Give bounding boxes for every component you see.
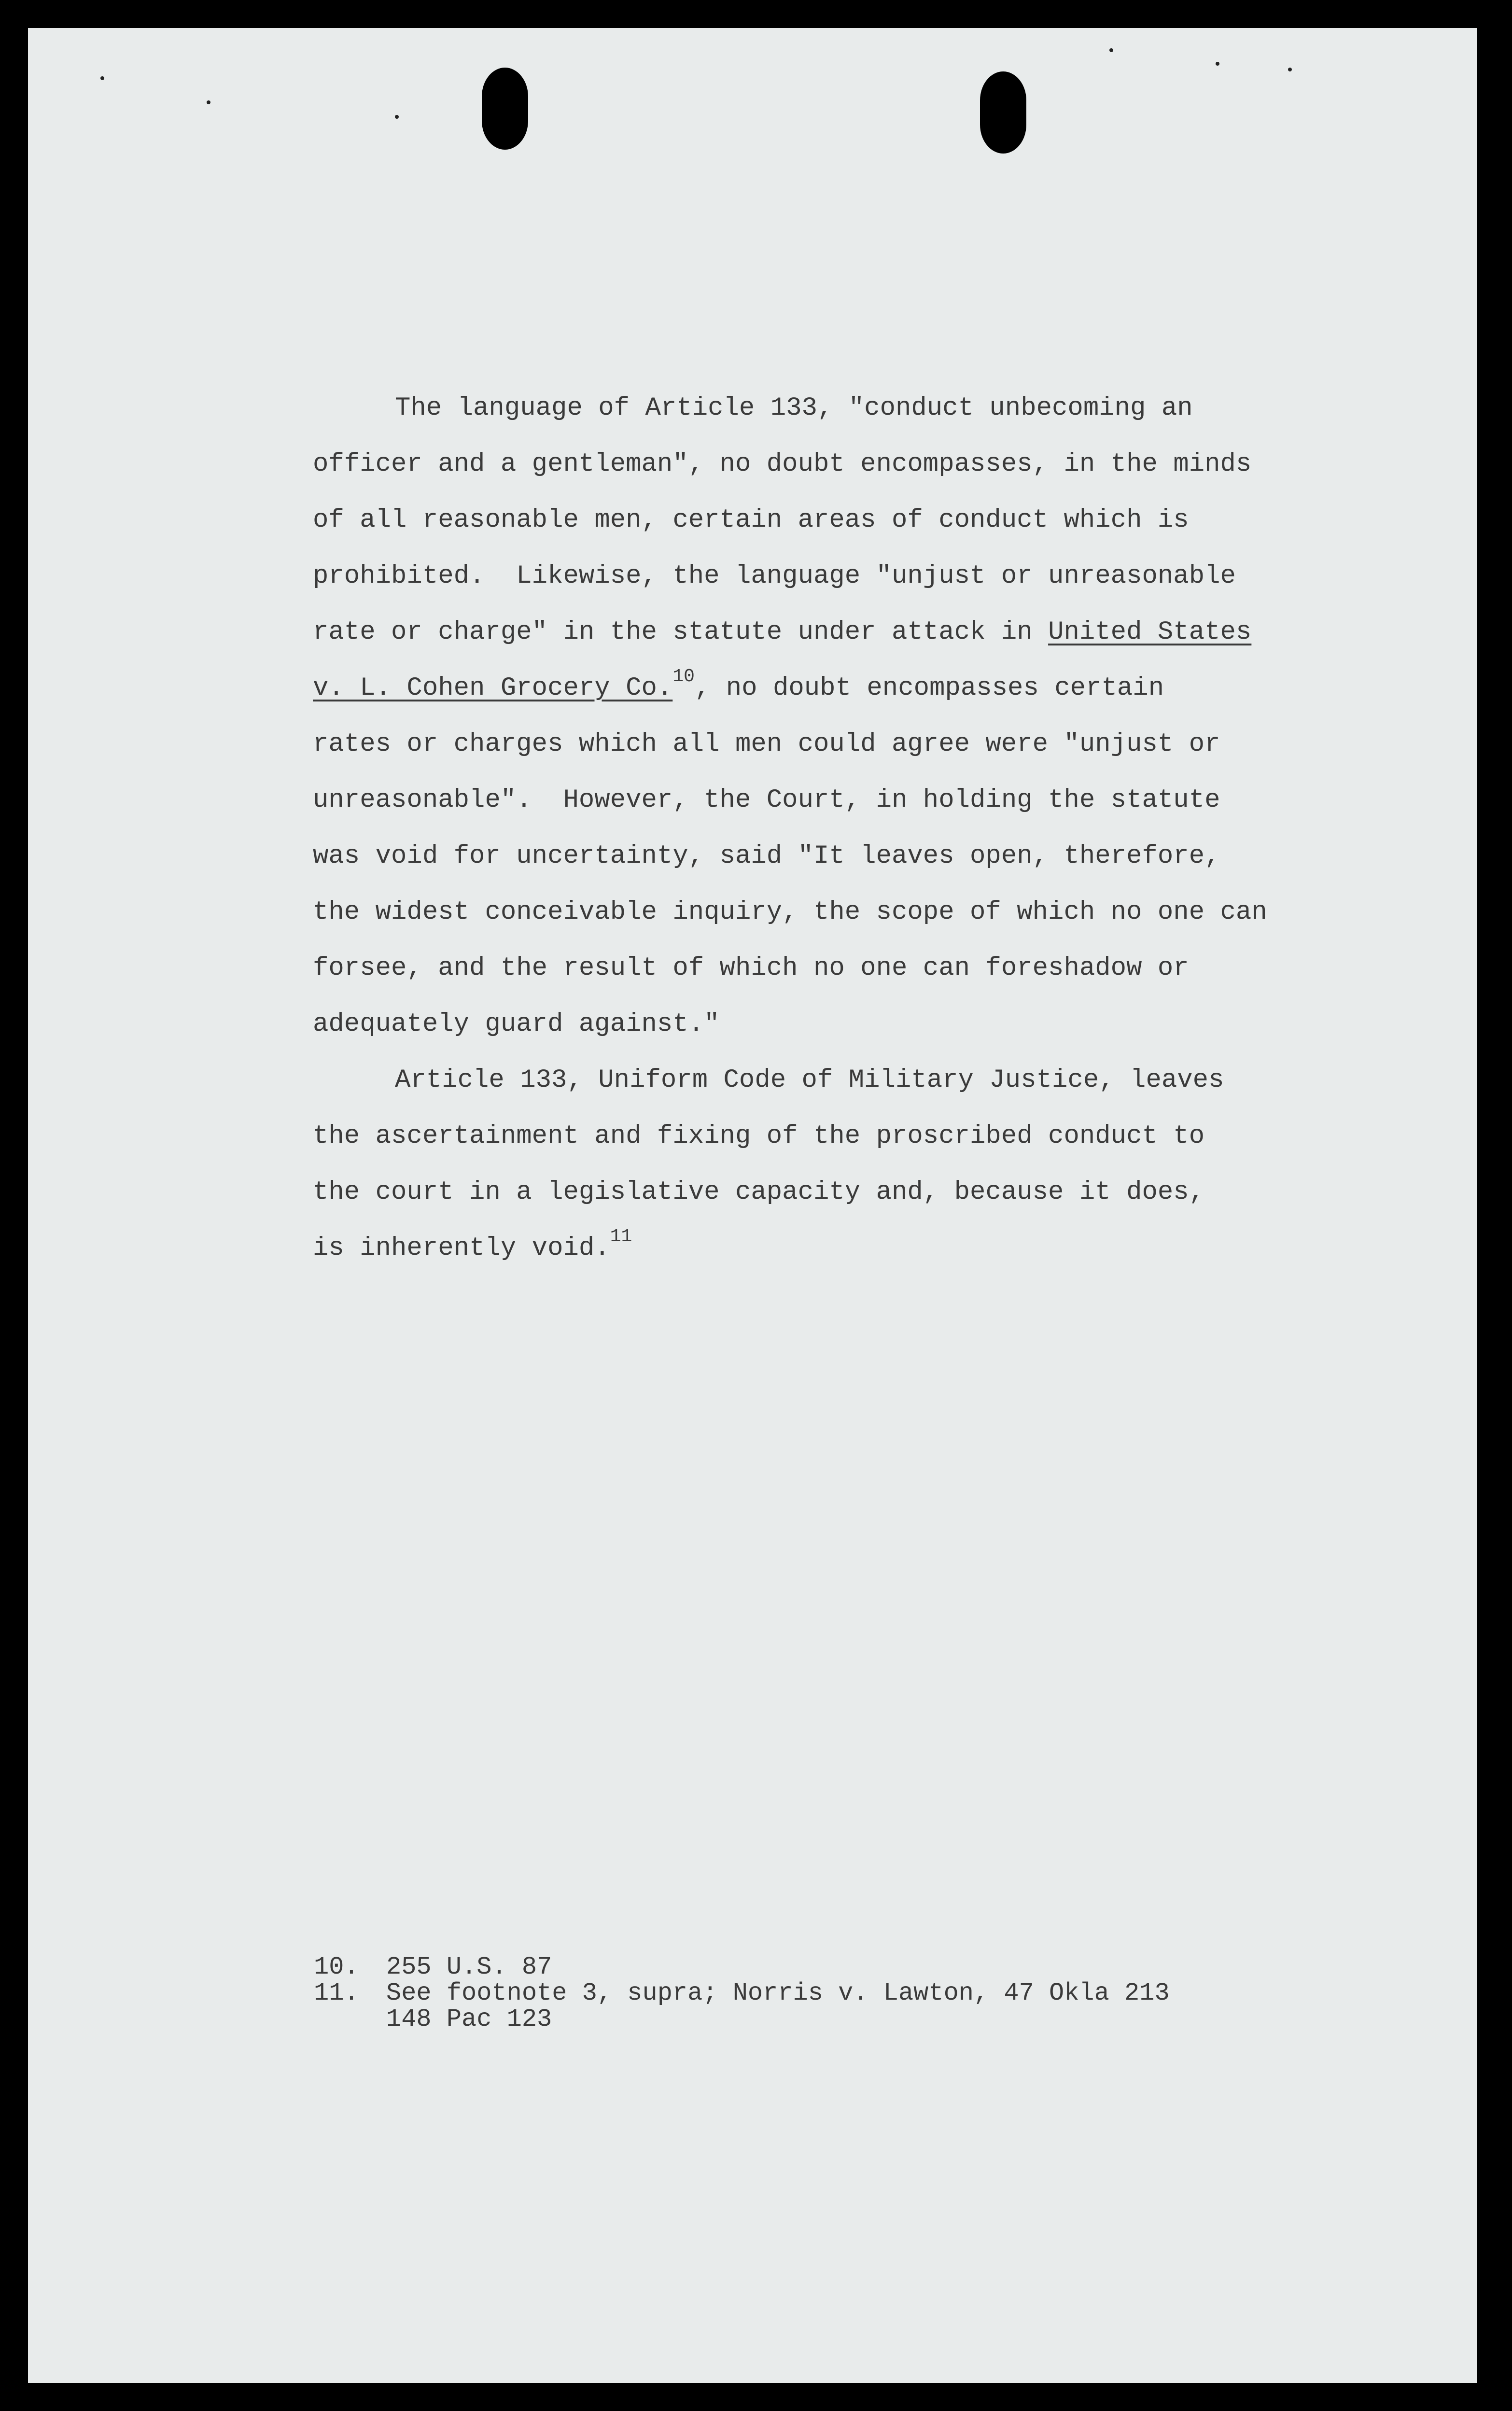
scan-speck — [1288, 68, 1292, 71]
line-text: rate or charge" in the statute under attack in — [313, 617, 1049, 647]
paragraph-line: adequately guard against." — [313, 1009, 720, 1039]
paragraph-line: officer and a gentleman", no doubt encompasses, in the minds — [313, 449, 1252, 479]
footnote-number: 10. — [314, 1953, 359, 1981]
footnote-text: 255 U.S. 87 — [386, 1953, 552, 1981]
footnote-10 — [314, 1954, 1170, 1980]
scan-speck — [1216, 62, 1219, 66]
punch-hole-left — [482, 68, 528, 150]
paragraph-line: the ascertainment and fixing of the proscribed conduct to — [313, 1121, 1205, 1151]
paragraph-line — [313, 604, 1327, 660]
footnote-number: 11. — [314, 1979, 359, 2007]
line-text: , no doubt encompasses certain — [694, 673, 1164, 703]
paragraph-line: rates or charges which all men could agree were "unjust or — [313, 729, 1220, 759]
paragraph-line: was void for uncertainty, said "It leaves open, therefore, — [313, 841, 1220, 871]
document-page — [28, 28, 1477, 2383]
paragraph-line: the widest conceivable inquiry, the scope of which no one can — [313, 897, 1267, 927]
paragraph-line: Article 133, Uniform Code of Military Justice, leaves — [395, 1065, 1224, 1095]
footnote-ref: 11 — [610, 1226, 632, 1247]
paragraph-line: unreasonable". However, the Court, in holding the statute — [313, 785, 1220, 815]
scan-speck — [100, 76, 104, 80]
paragraph-line: forsee, and the result of which no one can foreshadow or — [313, 953, 1189, 983]
footnote-11 — [314, 1980, 1170, 2006]
paragraph-line: the court in a legislative capacity and, because it does, — [313, 1177, 1205, 1207]
scan-speck — [207, 100, 210, 104]
scan-speck — [1109, 48, 1113, 52]
paragraph-line — [313, 660, 1327, 716]
footnote-continuation: 148 Pac 123 — [386, 2005, 552, 2033]
paragraph-line: of all reasonable men, certain areas of conduct which is — [313, 505, 1189, 535]
footnotes — [314, 1954, 1170, 2033]
paragraph-line: prohibited. Likewise, the language "unjust or unreasonable — [313, 561, 1236, 591]
body-text — [313, 380, 1327, 1276]
footnote-text: See footnote 3, supra; Norris v. Lawton, 47 Okla 213 — [386, 1979, 1170, 2007]
paragraph-line: The language of Article 133, "conduct unbecoming an — [395, 393, 1193, 423]
case-citation: v. L. Cohen Grocery Co. — [313, 673, 673, 703]
punch-hole-right — [980, 71, 1026, 154]
scan-speck — [395, 115, 399, 119]
line-text: is inherently void. — [313, 1234, 610, 1263]
paragraph-line — [313, 1220, 1327, 1276]
footnote-ref: 10 — [672, 666, 695, 687]
case-citation: United States — [1048, 617, 1252, 647]
